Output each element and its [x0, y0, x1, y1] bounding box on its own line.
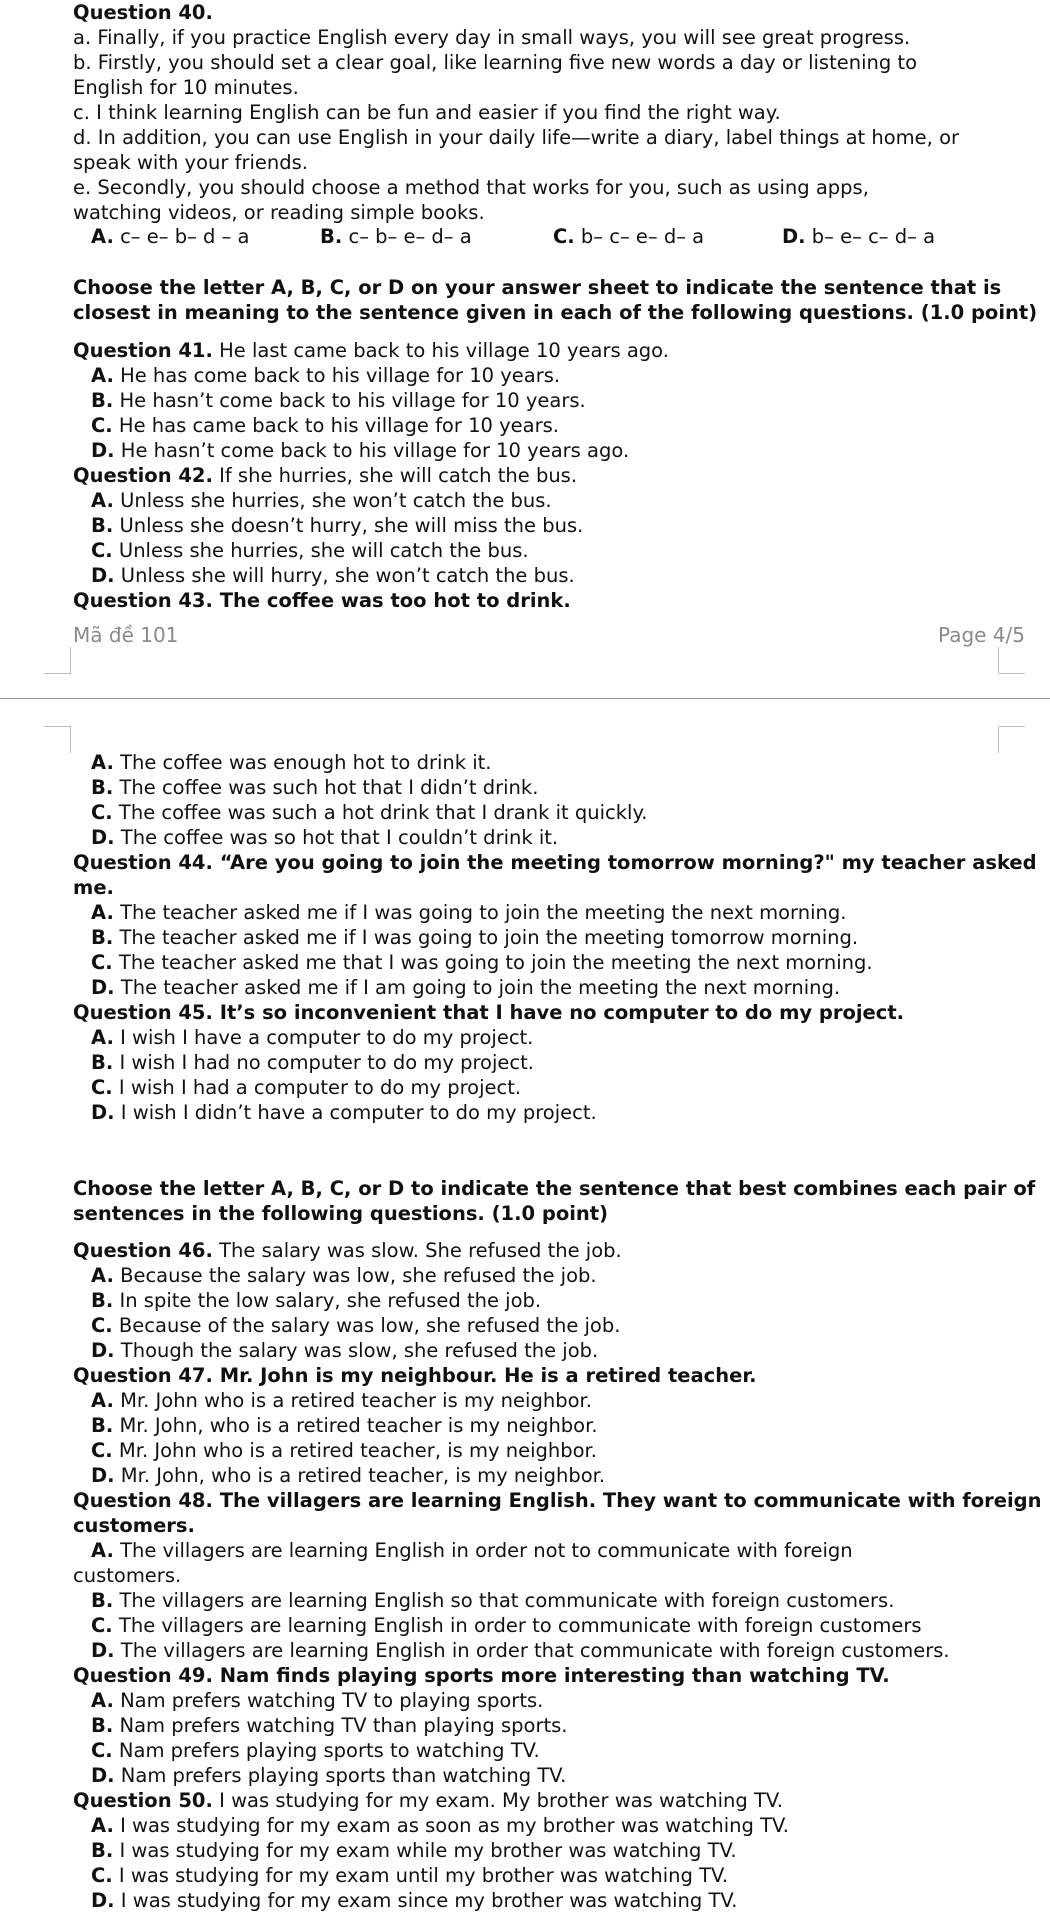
option-d[interactable]: D. Mr. John, who is a retired teacher, is my neighbor.	[91, 1464, 606, 1487]
option-d[interactable]: D. He hasn’t come back to his village for 10 years ago.	[91, 439, 630, 462]
instruction-line: sentences in the following questions. (1.0 point)	[73, 1202, 609, 1225]
sentence-line: d. In addition, you can use English in your daily life—write a diary, label things at home, or	[73, 126, 960, 149]
page-number: Page 4/5	[938, 623, 1025, 647]
option-a[interactable]: A. The coffee was enough hot to drink it.	[91, 751, 492, 774]
option-c[interactable]: C. The teacher asked me that I was going to join the meeting the next morning.	[91, 951, 873, 974]
option-c[interactable]: C. The villagers are learning English in order to communicate with foreign customers	[91, 1614, 922, 1637]
question-stem: Question 44. “Are you going to join the meeting tomorrow morning?" my teacher asked	[73, 851, 1037, 874]
page-corner-mark	[44, 647, 71, 674]
option-c[interactable]: C. He has came back to his village for 10 years.	[91, 414, 559, 437]
option-d[interactable]: D. b– e– c– d– a	[782, 225, 936, 248]
option-c[interactable]: C. Because of the salary was low, she refused the job.	[91, 1314, 621, 1337]
instruction-line: Choose the letter A, B, C, or D on your answer sheet to indicate the sentence that is	[73, 276, 1002, 299]
question-stem: Question 47. Mr. John is my neighbour. He is a retired teacher.	[73, 1364, 757, 1387]
sentence-line: b. Firstly, you should set a clear goal, like learning five new words a day or listening to	[73, 51, 917, 74]
option-a[interactable]: A. Nam prefers watching TV to playing sports.	[91, 1689, 544, 1712]
option-b[interactable]: B. Mr. John, who is a retired teacher is my neighbor.	[91, 1414, 598, 1437]
option-c[interactable]: C. b– c– e– d– a	[553, 225, 705, 248]
option-b[interactable]: B. Unless she doesn’t hurry, she will miss the bus.	[91, 514, 584, 537]
option-d[interactable]: D. Unless she will hurry, she won’t catch the bus.	[91, 564, 575, 587]
option-b[interactable]: B. The teacher asked me if I was going to join the meeting tomorrow morning.	[91, 926, 859, 949]
option-d[interactable]: D. The villagers are learning English in order that communicate with foreign customers.	[91, 1639, 950, 1662]
sentence-line: watching videos, or reading simple books.	[73, 201, 485, 224]
option-a[interactable]: A. The villagers are learning English in order not to communicate with foreign	[91, 1539, 853, 1562]
question-stem: Question 41. He last came back to his village 10 years ago.	[73, 339, 669, 362]
option-a[interactable]: A. I wish I have a computer to do my project.	[91, 1026, 534, 1049]
option-d[interactable]: D. I wish I didn’t have a computer to do my project.	[91, 1101, 597, 1124]
option-d[interactable]: D. I was studying for my exam since my brother was watching TV.	[91, 1889, 738, 1912]
question-stem: Question 48. The villagers are learning English. They want to communicate with foreign	[73, 1489, 1042, 1512]
option-b[interactable]: B. I was studying for my exam while my brother was watching TV.	[91, 1839, 737, 1862]
option-c[interactable]: C. I was studying for my exam until my brother was watching TV.	[91, 1864, 729, 1887]
option-a-continuation: customers.	[73, 1564, 182, 1587]
option-a[interactable]: A. The teacher asked me if I was going to join the meeting the next morning.	[91, 901, 847, 924]
option-a[interactable]: A. Mr. John who is a retired teacher is my neighbor.	[91, 1389, 592, 1412]
option-d[interactable]: D. The teacher asked me if I am going to join the meeting the next morning.	[91, 976, 841, 999]
option-d[interactable]: D. Nam prefers playing sports than watching TV.	[91, 1764, 567, 1787]
option-b[interactable]: B. Nam prefers watching TV than playing sports.	[91, 1714, 568, 1737]
question-43-stem: Question 43. The coffee was too hot to drink.	[73, 589, 571, 612]
sentence-line: c. I think learning English can be fun and easier if you find the right way.	[73, 101, 781, 124]
option-b[interactable]: B. I wish I had no computer to do my project.	[91, 1051, 534, 1074]
option-c[interactable]: C. Nam prefers playing sports to watching TV.	[91, 1739, 540, 1762]
option-a[interactable]: A. c– e– b– d – a	[91, 225, 250, 248]
option-c[interactable]: C. The coffee was such a hot drink that I drank it quickly.	[91, 801, 648, 824]
option-b[interactable]: B. c– b– e– d– a	[320, 225, 472, 248]
question-stem: Question 42. If she hurries, she will catch the bus.	[73, 464, 578, 487]
page-divider	[0, 698, 1050, 699]
option-c[interactable]: C. I wish I had a computer to do my project.	[91, 1076, 522, 1099]
option-c[interactable]: C. Unless she hurries, she will catch the bus.	[91, 539, 529, 562]
option-d[interactable]: D. The coffee was so hot that I couldn’t drink it.	[91, 826, 559, 849]
answer-options-row	[0, 225, 1050, 250]
sentence-line: a. Finally, if you practice English every day in small ways, you will see great progress.	[73, 26, 911, 49]
option-d[interactable]: D. Though the salary was slow, she refused the job.	[91, 1339, 599, 1362]
page-corner-mark	[44, 726, 71, 753]
page-corner-mark	[998, 647, 1025, 674]
sentence-line: speak with your friends.	[73, 151, 308, 174]
option-a[interactable]: A. I was studying for my exam as soon as my brother was watching TV.	[91, 1814, 790, 1837]
page-corner-mark	[998, 726, 1025, 753]
option-b[interactable]: B. The coffee was such hot that I didn’t drink.	[91, 776, 539, 799]
instruction-line: Choose the letter A, B, C, or D to indicate the sentence that best combines each pair of	[73, 1177, 1036, 1200]
question-stem: customers.	[73, 1514, 195, 1537]
instruction-line: closest in meaning to the sentence given in each of the following questions. (1.0 point)	[73, 301, 1038, 324]
exam-code: Mã đề 101	[73, 623, 179, 647]
sentence-line: English for 10 minutes.	[73, 76, 299, 99]
option-c[interactable]: C. Mr. John who is a retired teacher, is my neighbor.	[91, 1439, 597, 1462]
option-a[interactable]: A. Because the salary was low, she refused the job.	[91, 1264, 597, 1287]
option-b[interactable]: B. In spite the low salary, she refused the job.	[91, 1289, 542, 1312]
option-b[interactable]: B. He hasn’t come back to his village for 10 years.	[91, 389, 586, 412]
question-stem: Question 46. The salary was slow. She refused the job.	[73, 1239, 622, 1262]
question-stem: Question 49. Nam finds playing sports more interesting than watching TV.	[73, 1664, 890, 1687]
sentence-line: e. Secondly, you should choose a method that works for you, such as using apps,	[73, 176, 869, 199]
question-stem: me.	[73, 876, 114, 899]
question-stem: Question 45. It’s so inconvenient that I have no computer to do my project.	[73, 1001, 905, 1024]
question-title: Question 40.	[73, 1, 213, 24]
option-b[interactable]: B. The villagers are learning English so that communicate with foreign customers.	[91, 1589, 895, 1612]
option-a[interactable]: A. Unless she hurries, she won’t catch the bus.	[91, 489, 552, 512]
option-a[interactable]: A. He has come back to his village for 10 years.	[91, 364, 561, 387]
question-stem: Question 50. I was studying for my exam. My brother was watching TV.	[73, 1789, 783, 1812]
